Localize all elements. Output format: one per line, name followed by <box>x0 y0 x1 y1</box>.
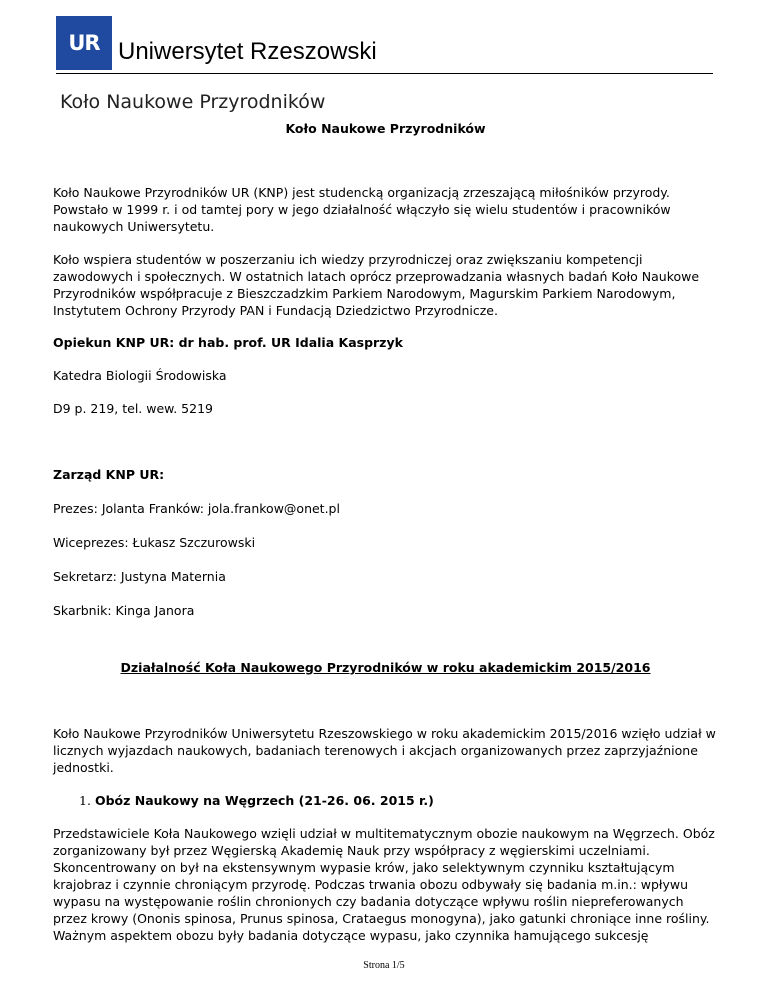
document-body <box>53 116 718 944</box>
intro-paragraph-2: Koło wspiera studentów w poszerzaniu ich wiedzy przyrodniczej oraz zwiększaniu kompetencji zawodowych i społecznych. W ostatnich latach oprócz przeprowadzania własnych badań Koło Naukowe Przyrodników współpracuje z Bieszczadzkim Parkiem Narodowym, Magurskim Parkiem Narodowym, Instytutem Ochrony Przyrody PAN i Fundacją Dziedzictwo Przyrodnicze. <box>53 252 700 318</box>
board-vice-president: Wiceprezes: Łukasz Szczurowski <box>53 535 256 550</box>
supervisor-department: Katedra Biologii Środowiska <box>53 368 227 383</box>
university-name: Uniwersytet Rzeszowski <box>118 38 377 65</box>
activity-item-1-text: Przedstawiciele Koła Naukowego wzięli udział w multitematycznym obozie naukowym na Węgrzech. Obóz zorganizowany był przez Węgierską Akademię Nauk przy współpracy z węgierskimi uczelniami. Skoncentrowany on był na ekstensywnym wypasie krów, jako selektywnym czynniku kształtującym krajobraz i czynnie chroniącym przyrodę. Podczas trwania obozu odbywały się badania m.in.: wpływu wypasu na występowanie roślin chronionych czy badania dotyczące wpływu roślin niepreferowanych przez krowy (Ononis spinosa, Prunus spinosa, Crataegus monogyna), jako gatunki chroniące inne rośliny. Ważnym aspektem obozu były badania dotyczące wypasu, jako czynnika hamującego sukcesję <box>53 826 715 943</box>
board-heading: Zarząd KNP UR: <box>53 467 165 482</box>
activity-intro: Koło Naukowe Przyrodników Uniwersytetu Rzeszowskiego w roku akademickim 2015/2016 wzięło udział w licznych wyjazdach naukowych, badaniach terenowych i akcjach organizowanych przez zaprzyjaźnione jednostki. <box>53 726 716 775</box>
supervisor-heading: Opiekun KNP UR: dr hab. prof. UR Idalia Kasprzyk <box>53 335 403 350</box>
board-treasurer: Skarbnik: Kinga Janora <box>53 603 195 618</box>
board-president: Prezes: Jolanta Franków: jola.frankow@onet.pl <box>53 501 340 516</box>
header-divider <box>56 73 713 74</box>
intro-paragraph-1: Koło Naukowe Przyrodników UR (KNP) jest studencką organizacją zrzeszającą miłośników przyrody. Powstało w 1999 r. i od tamtej pory w jego działalność włączyło się wielu studentów i pracowników naukowych Uniwersytetu. <box>53 185 671 234</box>
board-secretary: Sekretarz: Justyna Maternia <box>53 569 226 584</box>
page-title: Koło Naukowe Przyrodników <box>60 91 326 113</box>
page-footer: Strona 1/5 <box>363 960 405 971</box>
logo-text: UR <box>68 31 100 55</box>
university-logo <box>56 16 112 70</box>
document-title: Koło Naukowe Przyrodników <box>285 121 486 136</box>
list-item-title: Obóz Naukowy na Węgrzech (21-26. 06. 2015 r.) <box>94 793 434 808</box>
activity-heading: Działalność Koła Naukowego Przyrodników w roku akademickim 2015/2016 <box>120 660 651 675</box>
activity-item-1-title <box>79 792 718 809</box>
supervisor-contact: D9 p. 219, tel. wew. 5219 <box>53 401 213 416</box>
list-number: 1. <box>79 793 91 808</box>
